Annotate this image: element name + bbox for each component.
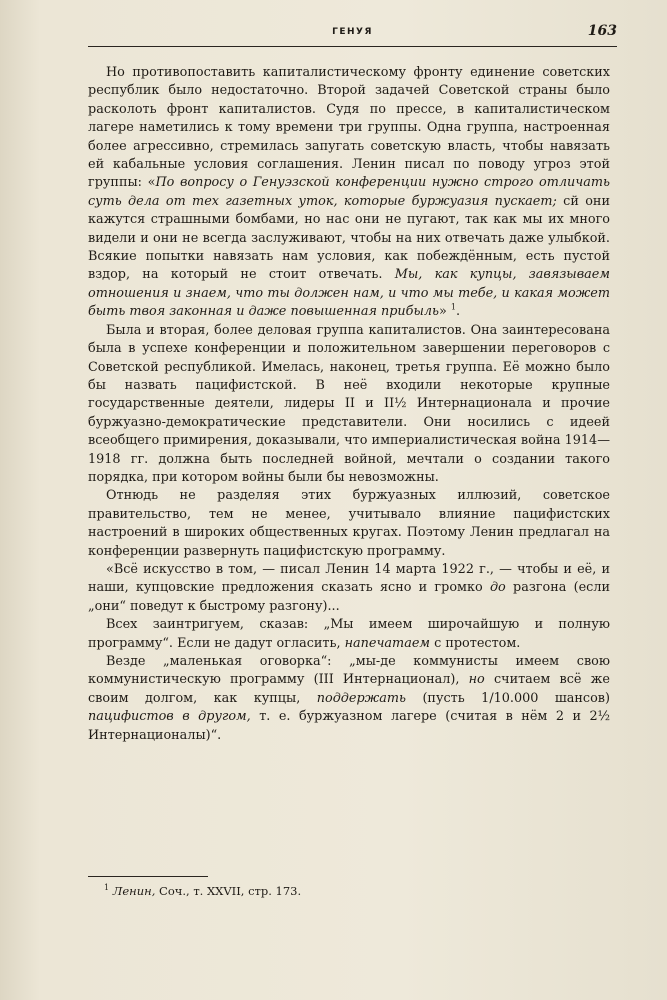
paragraph-6-text-a: Везде „маленькая оговорка“: „мы-де коммунисты имеем свою коммунистическую программу (III Интернационал), bbox=[88, 654, 610, 688]
footnote-marker: 1 bbox=[104, 883, 110, 893]
paragraph-4 bbox=[88, 561, 610, 616]
footnote-author: Ленин, bbox=[112, 884, 156, 898]
paragraph-1-text-d: . bbox=[456, 304, 461, 320]
footnote bbox=[104, 884, 301, 898]
paragraph-1-text-a: Но противопоставить капиталистическому фронту единение советских республик было недостаточно. Второй задачей Советской страны было расколоть фронт капиталистов. Судя по прессе, в капиталистическом лагере наметились к тому времени три группы. Одна группа, настроенная более агрессивно, стремилась запугать советскую власть, чтобы навязать ей кабальные условия соглашения. Ленин писал по поводу угроз этой группы: « bbox=[88, 65, 610, 191]
paragraph-6-emph-a: но bbox=[468, 672, 485, 688]
paragraph-5-text-a: Всех заинтригуем, сказав: „Мы имеем широчайшую и полную программу“. Если не дадут огласить, bbox=[88, 617, 610, 651]
paragraph-4-emph: до bbox=[489, 580, 506, 596]
page-number: 163 bbox=[587, 23, 617, 39]
footnote-ref: 1 bbox=[450, 303, 457, 313]
paragraph-6-emph-b: поддержать bbox=[316, 690, 406, 706]
paragraph-6 bbox=[88, 653, 610, 745]
footnote-divider bbox=[88, 876, 208, 877]
paragraph-4-text-a: «Всё искусство в том, — писал Ленин 14 марта 1922 г., — чтобы и её, и наши, купцовские предложения сказать ясно и громко bbox=[88, 561, 610, 596]
paragraph-1 bbox=[88, 64, 610, 322]
paragraph-5-emph: напечатаем bbox=[344, 635, 431, 651]
footnote-text: Соч., т. XXVII, стр. 173. bbox=[155, 884, 302, 898]
running-head: ГЕНУЯ bbox=[332, 27, 373, 37]
paragraph-4-text-b: разгона (если „они“ поведут к быстрому разгону)... bbox=[88, 580, 610, 614]
paragraph-5-text-b: с протестом. bbox=[430, 635, 521, 651]
paragraph-3: Отнюдь не разделяя этих буржуазных иллюзий, советское правительство, тем не менее, учитывало влияние пацифистских настроений в широких общественных кругах. Поэтому Ленин предлагал на конференции развернуть пацифистскую программу. bbox=[88, 488, 610, 559]
paragraph-5 bbox=[88, 616, 610, 653]
paragraph-6-text-c: (пусть 1/10.000 шансов) bbox=[405, 690, 610, 706]
paragraph-2: Была и вторая, более деловая группа капиталистов. Она заинтересована была в успехе конференции и положительном завершении переговоров с Советской республикой. Имелась, наконец, третья группа. Её можно было бы назвать пацифистской. В неё входили некоторые крупные государственные деятели, лидеры II и II½ Интернационала и прочие буржуазно-демократические представители. Они носились с идеей всеобщего примирения, доказывали, что империалистическая война 1914—1918 гг. должна быть последней войной, мечтали о создании такого порядка, при котором войны были бы невозможны. bbox=[88, 322, 610, 485]
page-header bbox=[88, 24, 617, 47]
paragraph-1-quote-b: Мы, как купцы, завязываем отношения и знаем, что ты должен нам, и что мы тебе, и какая может быть твоя законная и даже повышенная прибыль bbox=[88, 267, 610, 320]
paragraph-6-emph-c: пацифистов в другом, bbox=[88, 709, 251, 725]
body-text bbox=[88, 64, 610, 745]
paragraph-6-text-d: т. е. буржуазном лагере (считая в нём 2 и 2½ Интернационалы)“. bbox=[88, 709, 610, 743]
paragraph-1-quote-a: По вопросу о Генуэзской конференции нужно строго отличать суть дела от тех газетных уток, которые буржуазия пускает; bbox=[88, 175, 610, 209]
paragraph-1-text-c: » bbox=[439, 304, 451, 320]
paragraph-1-text-b: сй они кажутся страшными бомбами, но нас они не пугают, так как мы их много видели и они не всегда заслуживают, чтобы на них отвечать даже улыбкой. Всякие попытки навязать нам условия, как побеждённым, есть пустой вздор, на который не стоит отвечать. bbox=[88, 193, 610, 283]
paragraph-6-text-b: считаем всё же своим долгом, как купцы, bbox=[88, 672, 610, 706]
